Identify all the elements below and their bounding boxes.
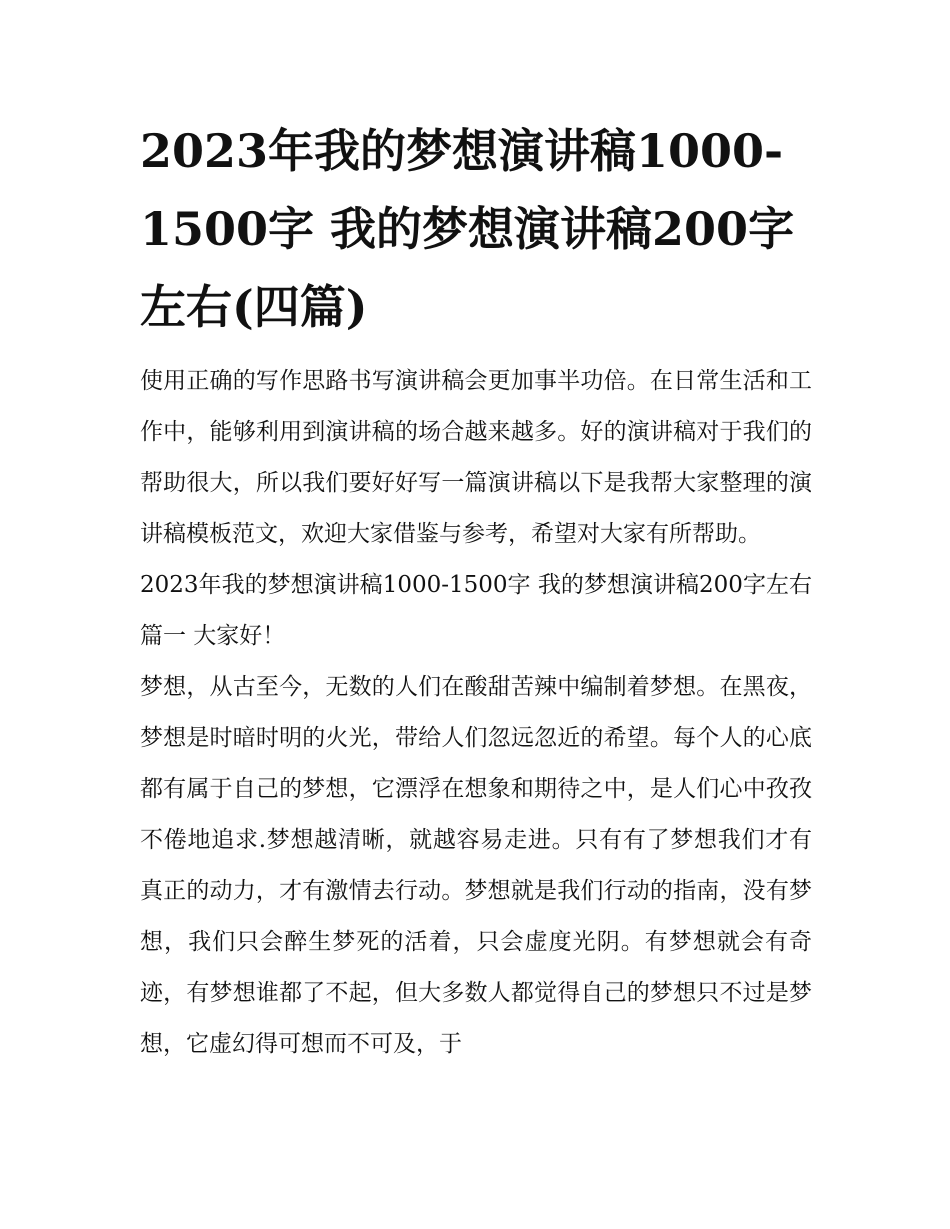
body-paragraph: 梦想，从古至今，无数的人们在酸甜苦辣中编制着梦想。在黑夜，梦想是时暗时明的火光，带给人们忽远忽近的希望。每个人的心底都有属于自己的梦想，它漂浮在想象和期待之中，是人们心中孜孜不倦地追求.梦想越清晰，就越容易走进。只有有了梦想我们才有真正的动力，才有激情去行动。梦想就是我们行动的指南，没有梦想，我们只会醉生梦死的活着，只会虚度光阴。有梦想就会有奇迹，有梦想谁都了不起，但大多数人都觉得自己的梦想只不过是梦想，它虚幻得可想而不可及，于	[140, 674, 812, 1057]
document-page	[140, 112, 812, 1070]
intro-paragraph: 使用正确的写作思路书写演讲稿会更加事半功倍。在日常生活和工作中，能够利用到演讲稿的场合越来越多。好的演讲稿对于我们的帮助很大，所以我们要好好写一篇演讲稿以下是我帮大家整理的演讲稿模板范文，欢迎大家借鉴与参考，希望对大家有所帮助。	[140, 368, 812, 547]
document-title: 2023年我的梦想演讲稿1000-1500字 我的梦想演讲稿200字左右(四篇)	[140, 124, 795, 334]
section-heading-paragraph: 2023年我的梦想演讲稿1000-1500字 我的梦想演讲稿200字左右篇一 大家好！	[140, 572, 812, 649]
